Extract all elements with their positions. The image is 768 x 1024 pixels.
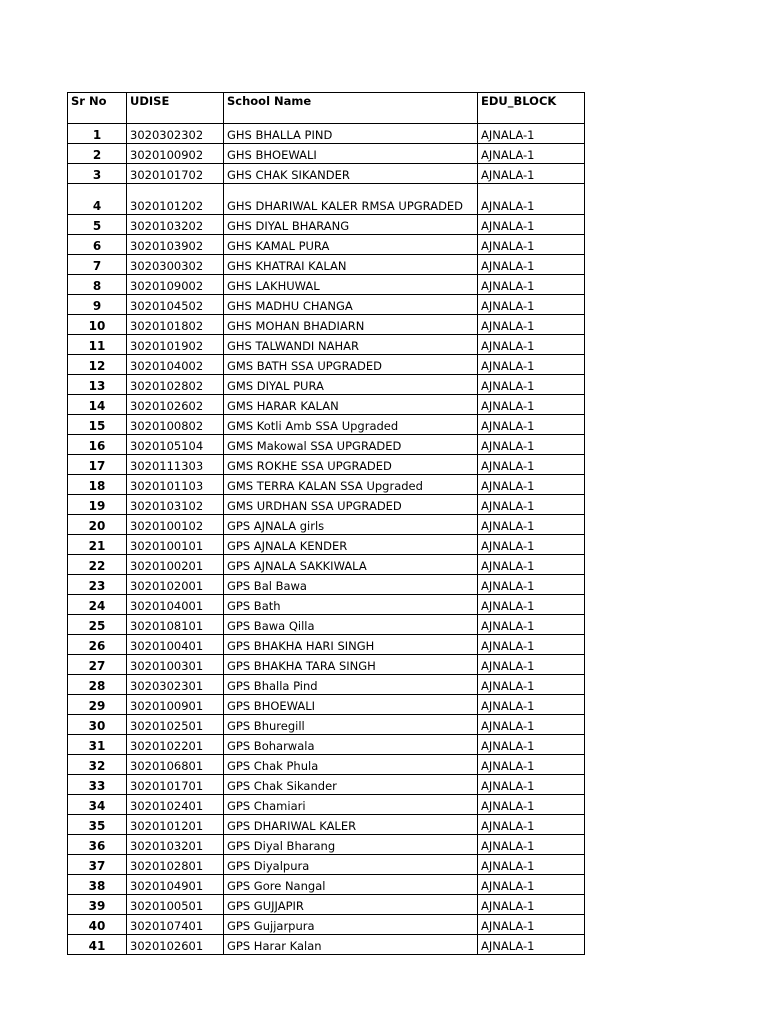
table-row xyxy=(68,655,585,675)
udise-cell: 3020102602 xyxy=(127,395,224,415)
school-name-cell: GHS TALWANDI NAHAR xyxy=(224,335,478,355)
sr-no-cell: 24 xyxy=(68,595,127,615)
udise-cell: 3020109002 xyxy=(127,275,224,295)
udise-cell: 3020100301 xyxy=(127,655,224,675)
edu-block-cell: AJNALA-1 xyxy=(478,335,585,355)
school-name-cell: GMS TERRA KALAN SSA Upgraded xyxy=(224,475,478,495)
udise-cell: 3020106801 xyxy=(127,755,224,775)
sr-no-cell: 25 xyxy=(68,615,127,635)
udise-cell: 3020111303 xyxy=(127,455,224,475)
table-row xyxy=(68,395,585,415)
sr-no-cell: 20 xyxy=(68,515,127,535)
edu-block-cell: AJNALA-1 xyxy=(478,475,585,495)
edu-block-cell: AJNALA-1 xyxy=(478,515,585,535)
sr-no-cell: 9 xyxy=(68,295,127,315)
edu-block-cell: AJNALA-1 xyxy=(478,635,585,655)
sr-no-cell: 18 xyxy=(68,475,127,495)
udise-cell: 3020102401 xyxy=(127,795,224,815)
table-row xyxy=(68,335,585,355)
school-name-cell: GHS MOHAN BHADIARN xyxy=(224,315,478,335)
table-row xyxy=(68,355,585,375)
edu-block-cell: AJNALA-1 xyxy=(478,775,585,795)
school-name-cell: GMS Kotli Amb SSA Upgraded xyxy=(224,415,478,435)
udise-cell: 3020102801 xyxy=(127,855,224,875)
school-name-cell: GPS Bath xyxy=(224,595,478,615)
school-name-cell: GPS Bhuregill xyxy=(224,715,478,735)
sr-no-cell: 30 xyxy=(68,715,127,735)
sr-no-cell: 35 xyxy=(68,815,127,835)
table-row xyxy=(68,255,585,275)
sr-no-cell: 2 xyxy=(68,144,127,164)
school-name-cell: GHS BHOEWALI xyxy=(224,144,478,164)
table-row xyxy=(68,495,585,515)
header-row xyxy=(68,93,585,124)
edu-block-cell: AJNALA-1 xyxy=(478,375,585,395)
sr-no-cell: 21 xyxy=(68,535,127,555)
school-name-cell: GPS AJNALA KENDER xyxy=(224,535,478,555)
sr-no-cell: 13 xyxy=(68,375,127,395)
school-name-cell: GPS Chak Phula xyxy=(224,755,478,775)
table-row xyxy=(68,235,585,255)
school-name-cell: GMS HARAR KALAN xyxy=(224,395,478,415)
table-row xyxy=(68,375,585,395)
header-edu-block: EDU_BLOCK xyxy=(478,93,585,124)
sr-no-cell: 33 xyxy=(68,775,127,795)
school-name-cell: GHS CHAK SIKANDER xyxy=(224,164,478,184)
udise-cell: 3020104901 xyxy=(127,875,224,895)
edu-block-cell: AJNALA-1 xyxy=(478,255,585,275)
udise-cell: 3020101103 xyxy=(127,475,224,495)
header-sr-no: Sr No xyxy=(68,93,127,124)
udise-cell: 3020100201 xyxy=(127,555,224,575)
school-name-cell: GPS Gujjarpura xyxy=(224,915,478,935)
edu-block-cell: AJNALA-1 xyxy=(478,144,585,164)
udise-cell: 3020101802 xyxy=(127,315,224,335)
table-row xyxy=(68,715,585,735)
school-name-cell: GPS BHAKHA HARI SINGH xyxy=(224,635,478,655)
udise-cell: 3020103202 xyxy=(127,215,224,235)
school-name-cell: GHS KAMAL PURA xyxy=(224,235,478,255)
edu-block-cell: AJNALA-1 xyxy=(478,164,585,184)
udise-cell: 3020104502 xyxy=(127,295,224,315)
sr-no-cell: 41 xyxy=(68,935,127,955)
table-body xyxy=(68,124,585,955)
school-name-cell: GPS Diyal Bharang xyxy=(224,835,478,855)
udise-cell: 3020107401 xyxy=(127,915,224,935)
sr-no-cell: 7 xyxy=(68,255,127,275)
school-name-cell: GMS Makowal SSA UPGRADED xyxy=(224,435,478,455)
edu-block-cell: AJNALA-1 xyxy=(478,655,585,675)
table-row xyxy=(68,595,585,615)
sr-no-cell: 19 xyxy=(68,495,127,515)
school-name-cell: GPS BHAKHA TARA SINGH xyxy=(224,655,478,675)
udise-cell: 3020300302 xyxy=(127,255,224,275)
edu-block-cell: AJNALA-1 xyxy=(478,575,585,595)
school-name-cell: GPS Boharwala xyxy=(224,735,478,755)
udise-cell: 3020103201 xyxy=(127,835,224,855)
edu-block-cell: AJNALA-1 xyxy=(478,895,585,915)
edu-block-cell: AJNALA-1 xyxy=(478,435,585,455)
sr-no-cell: 36 xyxy=(68,835,127,855)
sr-no-cell: 29 xyxy=(68,695,127,715)
udise-cell: 3020103102 xyxy=(127,495,224,515)
school-name-cell: GHS KHATRAI KALAN xyxy=(224,255,478,275)
sr-no-cell: 1 xyxy=(68,124,127,144)
table-row xyxy=(68,815,585,835)
table-row xyxy=(68,535,585,555)
udise-cell: 3020101902 xyxy=(127,335,224,355)
table-row xyxy=(68,184,585,215)
table-row xyxy=(68,124,585,144)
sr-no-cell: 6 xyxy=(68,235,127,255)
sr-no-cell: 11 xyxy=(68,335,127,355)
edu-block-cell: AJNALA-1 xyxy=(478,355,585,375)
sr-no-cell: 27 xyxy=(68,655,127,675)
table-row xyxy=(68,935,585,955)
sr-no-cell: 8 xyxy=(68,275,127,295)
sr-no-cell: 10 xyxy=(68,315,127,335)
school-name-cell: GPS Chak Sikander xyxy=(224,775,478,795)
table-row xyxy=(68,855,585,875)
udise-cell: 3020100902 xyxy=(127,144,224,164)
sr-no-cell: 39 xyxy=(68,895,127,915)
sr-no-cell: 32 xyxy=(68,755,127,775)
sr-no-cell: 23 xyxy=(68,575,127,595)
table-row xyxy=(68,675,585,695)
school-name-cell: GPS Harar Kalan xyxy=(224,935,478,955)
table-row xyxy=(68,775,585,795)
udise-cell: 3020104002 xyxy=(127,355,224,375)
table-row xyxy=(68,164,585,184)
edu-block-cell: AJNALA-1 xyxy=(478,184,585,215)
school-name-cell: GPS GUJJAPIR xyxy=(224,895,478,915)
edu-block-cell: AJNALA-1 xyxy=(478,755,585,775)
school-name-cell: GMS DIYAL PURA xyxy=(224,375,478,395)
school-name-cell: GHS BHALLA PIND xyxy=(224,124,478,144)
table-row xyxy=(68,275,585,295)
udise-cell: 3020100901 xyxy=(127,695,224,715)
sr-no-cell: 4 xyxy=(68,184,127,215)
edu-block-cell: AJNALA-1 xyxy=(478,495,585,515)
udise-cell: 3020101701 xyxy=(127,775,224,795)
sr-no-cell: 37 xyxy=(68,855,127,875)
edu-block-cell: AJNALA-1 xyxy=(478,835,585,855)
sr-no-cell: 26 xyxy=(68,635,127,655)
edu-block-cell: AJNALA-1 xyxy=(478,535,585,555)
school-name-cell: GPS DHARIWAL KALER xyxy=(224,815,478,835)
udise-cell: 3020100102 xyxy=(127,515,224,535)
table-row xyxy=(68,515,585,535)
udise-cell: 3020108101 xyxy=(127,615,224,635)
table-row xyxy=(68,475,585,495)
school-name-cell: GMS ROKHE SSA UPGRADED xyxy=(224,455,478,475)
school-name-cell: GHS MADHU CHANGA xyxy=(224,295,478,315)
udise-cell: 3020100101 xyxy=(127,535,224,555)
table-row xyxy=(68,615,585,635)
school-name-cell: GPS Bal Bawa xyxy=(224,575,478,595)
edu-block-cell: AJNALA-1 xyxy=(478,695,585,715)
header-udise: UDISE xyxy=(127,93,224,124)
edu-block-cell: AJNALA-1 xyxy=(478,215,585,235)
udise-cell: 3020102802 xyxy=(127,375,224,395)
school-name-cell: GMS BATH SSA UPGRADED xyxy=(224,355,478,375)
table-row xyxy=(68,735,585,755)
edu-block-cell: AJNALA-1 xyxy=(478,615,585,635)
table-row xyxy=(68,575,585,595)
udise-cell: 3020302301 xyxy=(127,675,224,695)
table-row xyxy=(68,215,585,235)
sr-no-cell: 17 xyxy=(68,455,127,475)
table-row xyxy=(68,435,585,455)
edu-block-cell: AJNALA-1 xyxy=(478,815,585,835)
edu-block-cell: AJNALA-1 xyxy=(478,395,585,415)
udise-cell: 3020101202 xyxy=(127,184,224,215)
udise-cell: 3020102501 xyxy=(127,715,224,735)
table-row xyxy=(68,915,585,935)
table-row xyxy=(68,835,585,855)
sr-no-cell: 16 xyxy=(68,435,127,455)
sr-no-cell: 12 xyxy=(68,355,127,375)
school-name-cell: GPS BHOEWALI xyxy=(224,695,478,715)
udise-cell: 3020102001 xyxy=(127,575,224,595)
udise-cell: 3020105104 xyxy=(127,435,224,455)
school-table xyxy=(67,92,585,955)
table-row xyxy=(68,755,585,775)
edu-block-cell: AJNALA-1 xyxy=(478,795,585,815)
udise-cell: 3020103902 xyxy=(127,235,224,255)
table-row xyxy=(68,635,585,655)
edu-block-cell: AJNALA-1 xyxy=(478,275,585,295)
school-name-cell: GPS Bawa Qilla xyxy=(224,615,478,635)
table-row xyxy=(68,315,585,335)
edu-block-cell: AJNALA-1 xyxy=(478,455,585,475)
school-name-cell: GPS AJNALA SAKKIWALA xyxy=(224,555,478,575)
edu-block-cell: AJNALA-1 xyxy=(478,735,585,755)
school-name-cell: GPS Diyalpura xyxy=(224,855,478,875)
school-name-cell: GMS URDHAN SSA UPGRADED xyxy=(224,495,478,515)
school-name-cell: GHS DIYAL BHARANG xyxy=(224,215,478,235)
edu-block-cell: AJNALA-1 xyxy=(478,935,585,955)
edu-block-cell: AJNALA-1 xyxy=(478,555,585,575)
school-name-cell: GHS DHARIWAL KALER RMSA UPGRADED xyxy=(224,184,478,215)
table-row xyxy=(68,555,585,575)
edu-block-cell: AJNALA-1 xyxy=(478,235,585,255)
school-name-cell: GHS LAKHUWAL xyxy=(224,275,478,295)
udise-cell: 3020100802 xyxy=(127,415,224,435)
edu-block-cell: AJNALA-1 xyxy=(478,295,585,315)
edu-block-cell: AJNALA-1 xyxy=(478,315,585,335)
udise-cell: 3020302302 xyxy=(127,124,224,144)
edu-block-cell: AJNALA-1 xyxy=(478,124,585,144)
table-row xyxy=(68,144,585,164)
table-row xyxy=(68,455,585,475)
udise-cell: 3020100401 xyxy=(127,635,224,655)
edu-block-cell: AJNALA-1 xyxy=(478,875,585,895)
udise-cell: 3020101201 xyxy=(127,815,224,835)
school-name-cell: GPS Bhalla Pind xyxy=(224,675,478,695)
table-row xyxy=(68,795,585,815)
table-row xyxy=(68,695,585,715)
sr-no-cell: 28 xyxy=(68,675,127,695)
table-row xyxy=(68,875,585,895)
sr-no-cell: 3 xyxy=(68,164,127,184)
edu-block-cell: AJNALA-1 xyxy=(478,675,585,695)
udise-cell: 3020100501 xyxy=(127,895,224,915)
sr-no-cell: 5 xyxy=(68,215,127,235)
edu-block-cell: AJNALA-1 xyxy=(478,715,585,735)
header-school-name: School Name xyxy=(224,93,478,124)
edu-block-cell: AJNALA-1 xyxy=(478,915,585,935)
udise-cell: 3020102201 xyxy=(127,735,224,755)
table-row xyxy=(68,895,585,915)
school-name-cell: GPS AJNALA girls xyxy=(224,515,478,535)
edu-block-cell: AJNALA-1 xyxy=(478,855,585,875)
sr-no-cell: 38 xyxy=(68,875,127,895)
sr-no-cell: 40 xyxy=(68,915,127,935)
school-name-cell: GPS Chamiari xyxy=(224,795,478,815)
table-row xyxy=(68,295,585,315)
table-row xyxy=(68,415,585,435)
school-name-cell: GPS Gore Nangal xyxy=(224,875,478,895)
udise-cell: 3020102601 xyxy=(127,935,224,955)
edu-block-cell: AJNALA-1 xyxy=(478,595,585,615)
udise-cell: 3020104001 xyxy=(127,595,224,615)
edu-block-cell: AJNALA-1 xyxy=(478,415,585,435)
sr-no-cell: 31 xyxy=(68,735,127,755)
udise-cell: 3020101702 xyxy=(127,164,224,184)
sr-no-cell: 34 xyxy=(68,795,127,815)
sr-no-cell: 14 xyxy=(68,395,127,415)
sr-no-cell: 15 xyxy=(68,415,127,435)
sr-no-cell: 22 xyxy=(68,555,127,575)
